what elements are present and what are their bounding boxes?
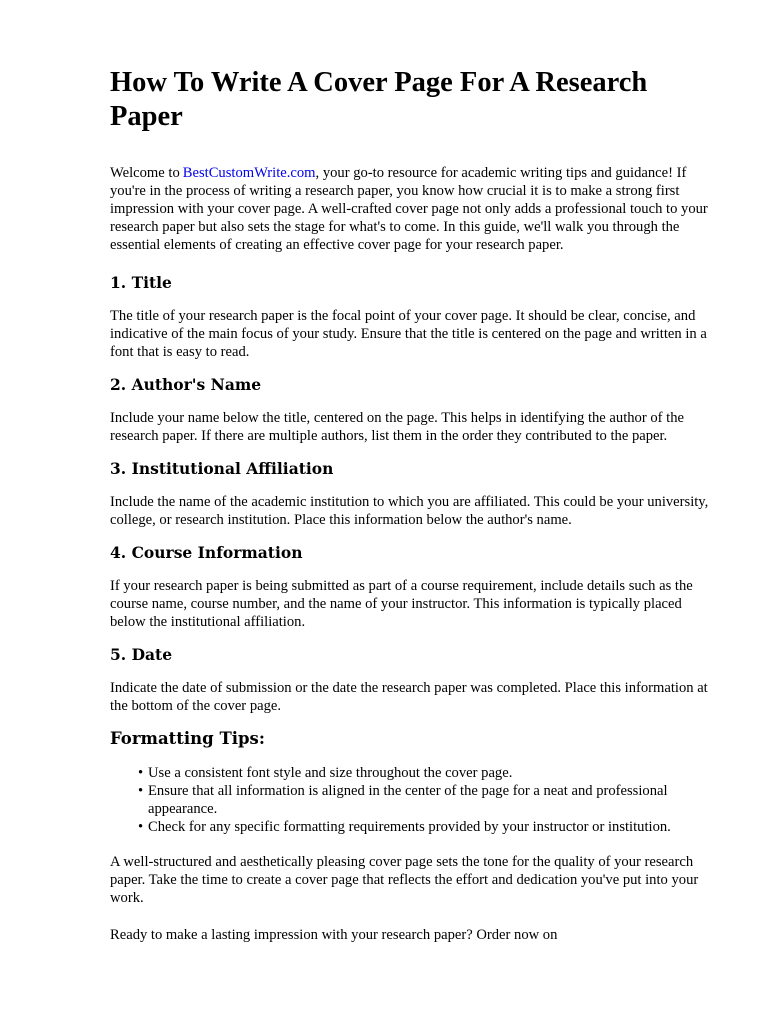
- formatting-tips-list: [110, 764, 720, 836]
- closing-paragraph: Ready to make a lasting impression with your research paper? Order now on: [110, 927, 558, 943]
- section-heading: 5. Date: [110, 645, 173, 664]
- section-title: [110, 273, 720, 361]
- section-body: If your research paper is being submitted as part of a course requirement, include details such as the course name, course number, and the name of your instructor. This information is typically placed below the institutional affiliation.: [110, 578, 693, 630]
- section-heading: 3. Institutional Affiliation: [110, 459, 334, 478]
- section-body: Indicate the date of submission or the date the research paper was completed. Place this information at the bottom of the cover page.: [110, 680, 708, 714]
- section-authors-name: [110, 375, 720, 445]
- section-body: Include the name of the academic institution to which you are affiliated. This could be your university, college, or research institution. Place this information below the author's name.: [110, 494, 709, 528]
- list-item: • Ensure that all information is aligned in the center of the page for a neat and professional appearance.: [138, 782, 720, 818]
- section-body: The title of your research paper is the focal point of your cover page. It should be clear, concise, and indicative of the main focus of your study. Ensure that the title is centered on the page and written in a font that is easy to read.: [110, 308, 707, 360]
- list-item: • Check for any specific formatting requirements provided by your instructor or institution.: [138, 818, 720, 836]
- intro-prefix: Welcome to: [110, 165, 180, 181]
- section-heading: 1. Title: [110, 273, 172, 292]
- conclusion-paragraph: A well-structured and aesthetically pleasing cover page sets the tone for the quality of your research paper. Take the time to create a cover page that reflects the effort and dedication you've put into your work.: [110, 854, 699, 906]
- intro-suffix: , your go-to resource for academic writing tips and guidance! If you're in the process of writing a research paper, you know how crucial it is to make a strong first impression with your cover page. A well-crafted cover page not only adds a professional touch to your research paper but also sets the stage for what's to come. In this guide, we'll walk you through the essential elements of creating an effective cover page for your research paper.: [110, 165, 708, 253]
- list-item: • Use a consistent font style and size throughout the cover page.: [138, 764, 720, 782]
- intro-paragraph: [110, 164, 720, 254]
- section-date: [110, 645, 720, 715]
- formatting-tips-heading: Formatting Tips:: [110, 729, 265, 748]
- document-page: [110, 66, 720, 944]
- section-heading: 2. Author's Name: [110, 375, 262, 394]
- section-course-information: [110, 543, 720, 631]
- section-body: Include your name below the title, centered on the page. This helps in identifying the author of the research paper. If there are multiple authors, list them in the order they contributed to the paper.: [110, 410, 684, 444]
- bestcustomwrite-link[interactable]: BestCustomWrite.com: [182, 165, 316, 181]
- section-heading: 4. Course Information: [110, 543, 303, 562]
- section-institutional-affiliation: [110, 459, 720, 529]
- page-title: How To Write A Cover Page For A Research Paper: [110, 67, 648, 132]
